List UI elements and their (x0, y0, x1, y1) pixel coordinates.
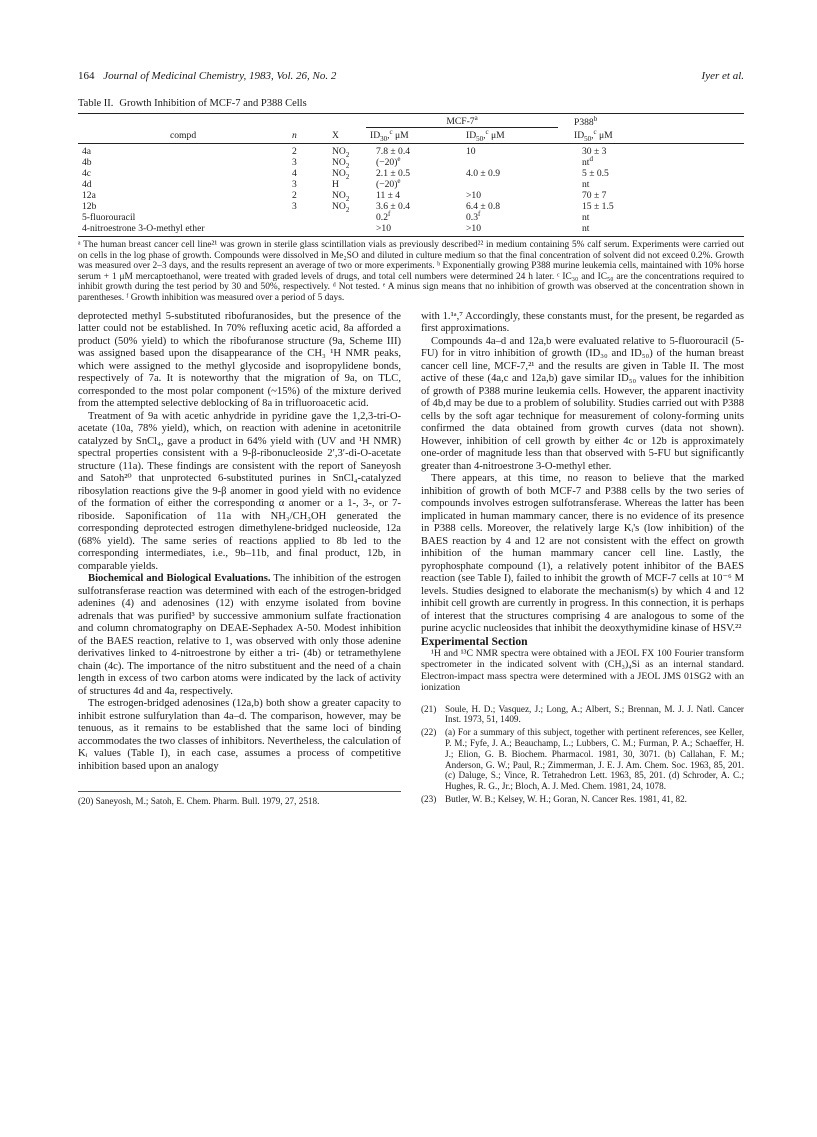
cell-mcf-id50: >10 (462, 223, 558, 237)
growth-inhibition-table (78, 113, 744, 237)
cell-x (318, 212, 366, 223)
table-row (78, 212, 744, 223)
paragraph: Biochemical and Biological Evaluations. The inhibition of the estrogen sulfotransferase reaction was determined with each of the estrogen-bridged adenines (4) and adenosines (12) with enzyme isolated from bovine adrenals that was purified³ by successive ammonium sulfate fractionation and column chromatography on DEAE-Sephadex A-50. Modest inhibition of the BAES reaction, relative to 1, was observed with only those adenine derivatives linked to 4-nitroestrone by either a tri- (4b) or tetramethylene chain (4c). The importance of the nitro substituent and the need of a chain length in excess of two carbon atoms were indicated by the lack of activity of structures 4d and 4a, respectively. (78, 573, 401, 697)
table-body (78, 144, 744, 237)
cell-n (274, 223, 318, 237)
cell-x (318, 223, 366, 237)
cell-mcf-id50 (462, 157, 558, 168)
paragraph: The estrogen-bridged adenosines (12a,b) both show a greater capacity to inhibit estrone sulfurylation than 4a–d. The comparison, however, may be tenuous, as it remains to be established that the same loci of binding accommodates the two classes of inhibitors. Nevertheless, the calculation of Kᵢ values (Table I), in each case, assumes a process of competitive inhibition based upon an analogy (78, 698, 401, 772)
paragraph: Compounds 4a–d and 12a,b were evaluated relative to 5-fluorouracil (5-FU) for in vitro inhibition of growth (ID₃₀ and ID₅₀) of the human breast cancer cell line, MCF-7,²¹ and the results are given in Table II. The most active of these (4a,c and 12a,b) gave similar ID₅₀ values for the inhibition of growth of P388 murine leukemia cells. However, the apparent inactivity of 4b,d may be due to a problem of solubility. Studies carried out with P388 cells by the soft agar technique for measurement of colony-forming units confirmed the data obtained from growth curves (data not shown). However, inhibition of cell growth by either 4c or 12b is approximately one-order of magnitude less than that observed with 5-FU but significantly greater than 4-nitroestrone 3-O-methyl ether. (421, 335, 744, 472)
reference-text: (a) For a summary of this subject, together with pertinent references, see Keller, P. M.; Fyfe, J. A.; Beauchamp, L.; Lubbers, C. M.; Furman, P. A.; Schaeffer, H. J.; Elion, G. B. Biochem. Pharmacol. 1981, 30, 3071. (b) Callahan, F. M.; Anderson, G. W.; Paul, R.; Zimmerman, J. E. J. Am. Chem. Soc. 1963, 85, 201. (c) Daluge, S.; Vince, R. Tetrahedron Lett. 1963, 85, 201. (d) Schroder, A. C.; Hughes, R. G., Jr.; Bloch, A. J. Med. Chem. 1981, 24, 1078. (445, 727, 744, 792)
running-authors: Iyer et al. (701, 70, 744, 82)
cell-p388: nt (558, 223, 744, 237)
cell-p388: 5 ± 0.5 (582, 168, 609, 179)
left-column (78, 311, 401, 807)
cell-x: $NO_2$ (332, 201, 350, 214)
table-title: Growth Inhibition of MCF-7 and P388 Cells (119, 98, 307, 109)
cell-compd: 4a (82, 146, 92, 157)
cell-x: H (332, 179, 339, 190)
reference-text: Soule, H. D.; Vasquez, J.; Long, A.; Albert, S.; Brennan, M. J. J. Natl. Cancer Inst. 1973, 51, 1409. (445, 703, 744, 725)
cell-compd: 12a (82, 190, 96, 201)
col-mcf-id30: $ID_{30},^c$ μM (366, 128, 462, 144)
table-row (78, 168, 744, 179)
cell-compd: 5-fluorouracil (82, 212, 136, 223)
cell-compd: 12b (82, 201, 97, 212)
cell-p388: $nt^d$ (582, 154, 593, 168)
cell-n: 3 (292, 157, 297, 168)
cell-mcf-id30: 3.6 ± 0.4 (376, 201, 411, 212)
cell-mcf-id30: 11 ± 4 (376, 190, 401, 201)
cell-x: $NO_2$ (332, 146, 350, 159)
table-row (78, 201, 744, 212)
cell-compd: 4b (82, 157, 92, 168)
table-row (78, 157, 744, 168)
running-head (78, 70, 744, 88)
col-n: n (274, 128, 318, 144)
paragraph: Treatment of 9a with acetic anhydride in pyridine gave the 1,2,3-tri-O-acetate (10a, 78% yield), which, on reaction with adenine in acetonitrile catalyzed by SnCl₄, gave a product in 64% yield with (UV and ¹H NMR) spectral properties consistent with a 9-β-ribonucleoside 2′,3′-di-O-acetate structure (11a). These findings are consistent with the report of Saneyosh and Satoh²⁰ that unprotected 6-substituted purines in SnCl₄-catalyzed ribosylation reactions give the 9-β anomer in good yield with no evidence of the formation of either the corresponding α anomer or a 1-, 3-, or 7-riboside. Saponification of 11a with NH₃/CH₃OH generated the corresponding deprotected estrogen dimethylene-bridged nucleoside, 12a (68% yield). The same series of reactions applied to 8b led to the corresponding intermediates, i.e., 9b–11b, and final product, 12b, in comparable yields. (78, 410, 401, 572)
paragraph: There appears, at this time, no reason to believe that the marked inhibition of growth of both MCF-7 and P388 cells by the two series of compounds involves estrogen sulfotransferase. Whereas the latter has been implicated in human mammary cancer, there is no evidence of its presence in P388 cells. Moreover, the relatively large Kᵢ's (low inhibition) of the BAES reaction by 4 and 12 are not consistent with the effect on growth inhibition of the human mammary cancer cell line. Lastly, the pyrophosphate compound (1), a relatively potent inhibitor of the BAES reaction (see Table I), failed to inhibit the growth of MCF-7 cells at 10⁻⁶ M levels. Studies designed to elaborate the mechanism(s) by which 4 and 12 inhibit cell growth are currently in progress. In this connection, it is perhaps of interest that the structures comprising 4 are analogous to some of the purine acyclic nucleosides that inhibit the deoxythymidine kinase of HSV.²² (421, 473, 744, 635)
cell-compd: 4-nitroestrone 3-O-methyl ether (78, 223, 274, 237)
reference-item (421, 794, 744, 805)
col-p388-id50: $ID_{50},^c$ μM (558, 128, 744, 144)
col-x: X (318, 128, 366, 144)
page-number: 164 (78, 70, 95, 82)
reference-text: Butler, W. B.; Kelsey, W. H.; Goran, N. Cancer Res. 1981, 41, 82. (445, 794, 687, 805)
reference-number: (22) (421, 727, 437, 738)
table-row (78, 190, 744, 201)
cell-p388: nt (582, 212, 590, 223)
experimental-paragraph: ¹H and ¹³C NMR spectra were obtained with a JEOL FX 100 Fourier transform spectrometer in the indicated solvent with (CH₃)₄Si as an internal standard. Electron-impact mass spectra were determined with a JEOL JMS 01SG2 with an ionization (421, 648, 744, 694)
table-header-group-row (78, 114, 744, 128)
table-row (78, 179, 744, 190)
cell-p388: 70 ± 7 (582, 190, 607, 201)
reference-number: (23) (421, 794, 437, 805)
table-row (78, 223, 744, 237)
cell-p388: 15 ± 1.5 (582, 201, 614, 212)
body-columns (78, 311, 744, 807)
cell-p388: 30 ± 3 (582, 146, 607, 157)
reference-list (421, 704, 744, 805)
journal-page (78, 70, 744, 807)
cell-mcf-id50 (462, 179, 558, 190)
journal-citation: Journal of Medicinal Chemistry, 1983, Vol. 26, No. 2 (103, 70, 337, 82)
col-mcf-id50: $ID_{50},^c$ μM (462, 128, 558, 144)
reference-item (421, 704, 744, 726)
reference-number: (21) (421, 703, 437, 714)
table-caption (78, 98, 744, 109)
cell-x: $NO_2$ (332, 190, 350, 203)
cell-n: 3 (292, 179, 297, 190)
reference-20: (20) Saneyosh, M.; Satoh, E. Chem. Pharm. Bull. 1979, 27, 2518. (78, 791, 401, 807)
cell-n: 3 (292, 201, 297, 212)
paragraph: deprotected methyl 5-substituted ribofuranosides, but the presence of the latter could not be established. In 70% refluxing acetic acid, 8a afforded a product (50% yield) to which the ribofuranose structure (9a, Scheme III) was assigned based upon the disappearance of the CH₃ ¹H NMR peaks, which were assigned to the methyl glycoside and isopropylidene bonds, respectively of 7a. It is noteworthy that the migration of 9a, on TLC, corresponded to the most polar component (~15%) of the mixture derived from the attempted selective deblocking of 8a in trifluoroacetic acid. (78, 310, 401, 410)
table-footnote: ᵃ The human breast cancer cell line²¹ was grown in sterile glass scintillation vials as previously described²² in medium containing 5% calf serum. Experiments were carried out on cells in the log phase of growth. Compounds were dissolved in Me₂SO and diluted in culture medium so that the final concentration of solvent did not exceed 0.2%. Growth was measured over 2–3 days, and the results represent an average of two or more experiments. ᵇ Exponentially growing P388 murine leukemia cells, maintained with 10% horse serum + 1 μM mercaptoethanol, were treated with graded levels of drugs, and total cell numbers were determined 24 h later. ᶜ IC₃₀ and IC₅₀ are the concentrations required to inhibit growth during the test period by 30 and 50%, respectively. ᵈ Not tested. ᵉ A minus sign means that no inhibition of growth was observed at the concentration shown in parentheses. ᶠ Growth inhibition was measured over a period of 5 days. (78, 240, 744, 303)
cell-mcf-id50: 10 (466, 146, 476, 157)
subsection-title: Biochemical and Biological Evaluations. (88, 573, 271, 585)
cell-mcf-id30: 0.2$^f$ (376, 209, 391, 223)
cell-mcf-id30: 2.1 ± 0.5 (376, 168, 411, 179)
cell-mcf-id50: >10 (466, 190, 482, 201)
cell-compd: 4d (82, 179, 92, 190)
reference-item (421, 727, 744, 792)
cell-mcf-id30: >10 (366, 223, 462, 237)
right-column (421, 311, 744, 807)
paragraph: with 1.¹ᵃ,⁷ Accordingly, these constants must, for the present, be regarded as first approximations. (421, 310, 744, 335)
cell-x: $NO_2$ (332, 168, 350, 181)
table-label: Table II. (78, 98, 114, 109)
table-header-row (78, 128, 744, 144)
cell-n (274, 212, 318, 223)
cell-mcf-id50: 4.0 ± 0.9 (466, 168, 501, 179)
table-row (78, 144, 744, 158)
cell-p388: nt (582, 179, 590, 190)
cell-mcf-id30: $(-20)^e$ (376, 176, 401, 190)
p388-group-header: P388$^b$ (558, 114, 744, 128)
mcf7-group-header: MCF-7$^a$ (366, 114, 558, 128)
section-title: Experimental Section (421, 634, 528, 648)
cell-n: 4 (292, 168, 297, 179)
cell-n: 2 (292, 146, 297, 157)
cell-mcf-id50: 0.3$^f$ (466, 209, 481, 223)
cell-mcf-id30: 7.8 ± 0.4 (376, 146, 411, 157)
cell-x: $NO_2$ (332, 157, 350, 170)
cell-n: 2 (292, 190, 297, 201)
cell-mcf-id30: $(-20)^e$ (376, 154, 401, 168)
col-compd: compd (78, 128, 274, 144)
cell-mcf-id50: 6.4 ± 0.8 (466, 201, 501, 212)
cell-compd: 4c (82, 168, 92, 179)
